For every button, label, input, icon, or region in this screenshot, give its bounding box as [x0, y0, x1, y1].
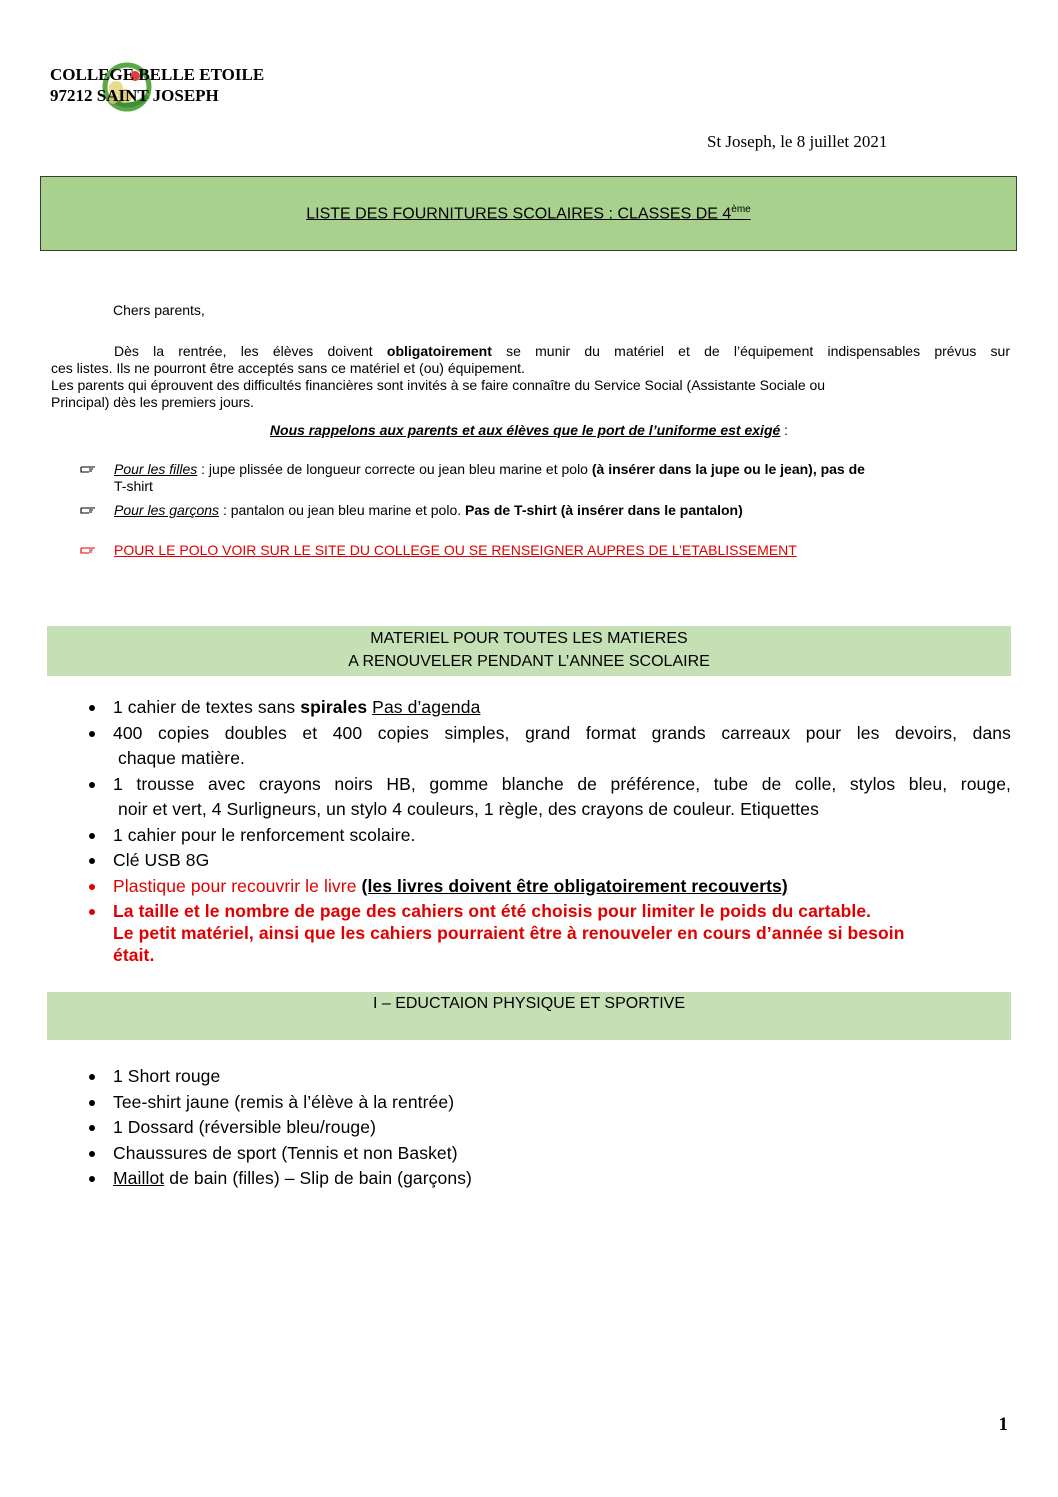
uniform-girls-text-2: T-shirt — [114, 478, 153, 494]
title-box — [40, 176, 1017, 251]
item-text: 1 trousse avec crayons noirs HB, gomme blanche de préférence, tube de colle, stylos bleu, rouge, — [113, 773, 1011, 794]
intro-line: Les parents qui éprouvent des difficultés financières sont invités à se faire connaître du Service Social (Assistante Sociale ou — [51, 377, 826, 393]
list-item: Clé USB 8G — [86, 848, 1011, 874]
item-text: 1 cahier de textes sans — [113, 697, 301, 717]
section-heading-materials — [47, 626, 1011, 676]
uniform-girls-label: Pour les filles — [114, 461, 198, 477]
school-name-line: COLLEGE BELLE ETOILE — [50, 65, 265, 84]
uniform-girls-text: : jupe plissée de longueur correcte ou jean bleu marine et polo — [197, 461, 592, 477]
intro-paragraph-1 — [51, 343, 1010, 411]
intro-line: Principal) dès les premiers jours. — [51, 394, 255, 410]
list-item: 1 Short rouge — [86, 1064, 1011, 1090]
item-emphasis: (les livres doivent être obligatoirement recouverts) — [361, 875, 788, 896]
list-item — [86, 772, 1011, 823]
uniform-reminder-text: Nous rappelons aux parents et aux élèves que le port de l’uniforme est exigé — [269, 422, 781, 438]
item-text: chaque matière. — [118, 748, 245, 768]
item-emphasis: Pas d’agenda — [372, 697, 481, 717]
intro-line: ces listes. Ils ne pourront être acceptés sans ce matériel et (ou) équipement. — [51, 360, 525, 376]
item-text: Plastique pour recouvrir le livre — [113, 875, 362, 896]
letter-date: St Joseph, le 8 juillet 2021 — [707, 132, 888, 151]
greeting: Chers parents, — [113, 302, 205, 318]
materials-list — [86, 695, 1011, 966]
section-heading-line: I – EDUCTAION PHYSIQUE ET SPORTIVE — [372, 995, 686, 1012]
item-text: Maillot — [113, 1168, 165, 1188]
intro-text: se munir du matériel et de l’équipement indispensables prévus sur — [491, 343, 1011, 359]
list-item: 1 Dossard (réversible bleu/rouge) — [86, 1115, 1011, 1141]
pointing-hand-icon — [80, 464, 96, 474]
page-title-sup: ème — [731, 204, 751, 215]
list-item: Chaussures de sport (Tennis et non Basket) — [86, 1141, 1011, 1167]
list-item — [86, 874, 1011, 900]
school-address-line: 97212 SAINT JOSEPH — [50, 86, 219, 105]
list-item: Tee-shirt jaune (remis à l’élève à la rentrée) — [86, 1090, 1011, 1116]
uniform-boys-text: : pantalon ou jean bleu marine et polo. — [219, 502, 466, 518]
section-heading-line: A RENOUVELER PENDANT L’ANNEE SCOLAIRE — [348, 653, 710, 670]
page-title — [41, 204, 1016, 223]
page-number: 1 — [998, 1414, 1008, 1435]
item-warning: Le petit matériel, ainsi que les cahiers pourraient être à renouveler en cours d’année si besoin — [113, 923, 905, 943]
item-text: noir et vert, 4 Surligneurs, un stylo 4 couleurs, 1 règle, des crayons de couleur. Etiquettes — [118, 799, 819, 819]
list-item — [86, 721, 1011, 772]
list-item: 1 cahier pour le renforcement scolaire. — [86, 823, 1011, 849]
uniform-reminder-tail: : — [780, 422, 789, 438]
section-heading-line: MATERIEL POUR TOUTES LES MATIERES — [370, 630, 688, 647]
page-title-text: LISTE DES FOURNITURES SCOLAIRES : CLASSES DE 4 — [306, 205, 732, 223]
school-name — [50, 64, 264, 106]
list-item — [86, 695, 1011, 721]
polo-note: POUR LE POLO VOIR SUR LE SITE DU COLLEGE OU SE RENSEIGNER AUPRES DE L’ETABLISSEMENT — [114, 542, 797, 558]
item-warning: était. — [113, 945, 155, 965]
item-emphasis: spirales — [300, 697, 368, 717]
section-heading-pe — [47, 992, 1011, 1040]
uniform-reminder — [47, 422, 1011, 439]
uniform-girls-emphasis: (à insérer dans la jupe ou le jean), pas de — [591, 461, 865, 477]
uniform-girls — [114, 461, 1010, 495]
list-item — [86, 1166, 1011, 1192]
item-text: 400 copies doubles et 400 copies simples, grand format grands carreaux pour les devoirs, dans — [113, 722, 1011, 743]
pe-list — [86, 1064, 1011, 1192]
item-text: de bain (filles) – Slip de bain (garçons) — [164, 1168, 472, 1188]
uniform-boys-emphasis: Pas de T-shirt (à insérer dans le pantalon) — [465, 502, 743, 518]
list-item — [86, 899, 1011, 966]
intro-text: Dès la rentrée, les élèves doivent — [114, 343, 387, 359]
intro-emphasis: obligatoirement — [386, 343, 492, 359]
item-warning: La taille et le nombre de page des cahiers ont été choisis pour limiter le poids du cartable. — [113, 901, 872, 921]
uniform-boys-label: Pour les garçons — [114, 502, 220, 518]
intro-line — [51, 343, 1010, 360]
pointing-hand-icon — [80, 545, 96, 555]
pointing-hand-icon — [80, 505, 96, 515]
uniform-boys — [114, 502, 743, 519]
